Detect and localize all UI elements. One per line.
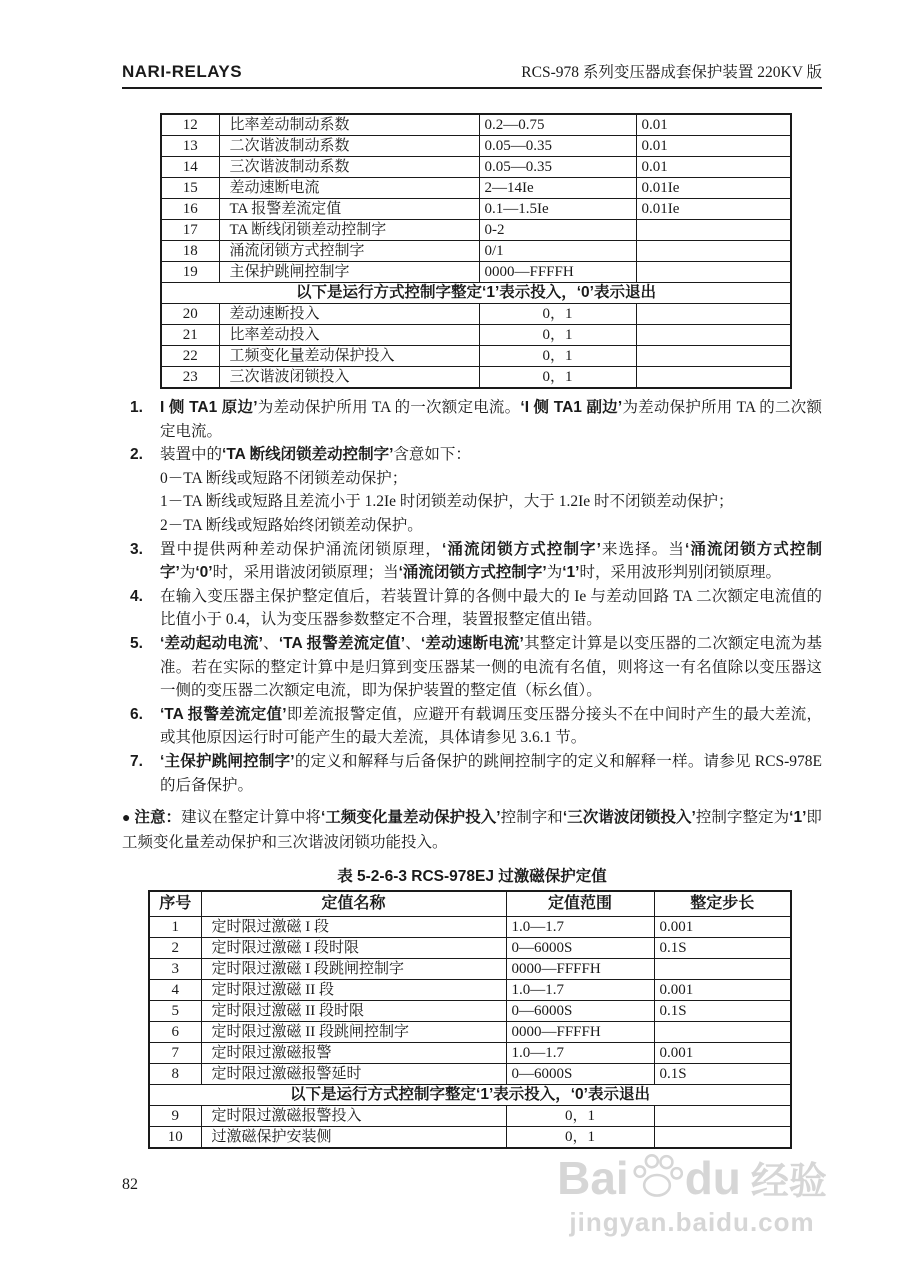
- table-merged-row: [161, 283, 791, 304]
- cell-setting-step: 0.1S: [654, 1001, 791, 1022]
- cell-setting-step: [636, 346, 791, 367]
- table-row: [149, 1043, 791, 1064]
- watermark-text-bai: Bai: [557, 1151, 629, 1204]
- emphasized-text: ‘差动速断电流’: [420, 634, 524, 652]
- emphasized-text: ‘涌流闭锁方式控制字’: [398, 564, 547, 582]
- cell-setting-range: 0—6000S: [506, 1064, 654, 1085]
- note-item: [122, 703, 822, 750]
- note-item: [122, 396, 822, 443]
- note-number: 2.: [130, 446, 143, 464]
- cell-setting-step: 0.01: [636, 157, 791, 178]
- column-header-range: 定值范围: [506, 891, 654, 917]
- body-text: 为: [179, 564, 196, 582]
- cell-index: 6: [149, 1022, 201, 1043]
- emphasized-text: ‘1’: [562, 564, 580, 582]
- note-number: 1.: [130, 399, 143, 416]
- merged-row-text: 以下是运行方式控制字整定‘1’表示投入，‘0’表示退出: [161, 283, 791, 304]
- note-sub-line: 0－TA 断线或短路不闭锁差动保护；: [160, 469, 408, 487]
- cell-setting-range: 0.1—1.5Ie: [479, 199, 636, 220]
- overexcitation-settings-table: [148, 890, 792, 1149]
- cell-setting-name: 涌流闭锁方式控制字: [219, 241, 479, 262]
- emphasized-text: I 侧 TA1 原边’: [160, 399, 258, 416]
- body-text: 控制字整定为: [695, 809, 790, 827]
- body-text: 在输入变压器主保护整定值后，若装置计算的各侧中最大的 Ie 与差动回路 TA 二次额定电流值的比值小于 0.4，认为变压器参数整定不合理，装置报整定值出错。: [160, 587, 822, 629]
- note-sub-line: 1－TA 断线或短路且差流小于 1.2Ie 时闭锁差动保护，大于 1.2Ie 时不闭锁差动保护；: [160, 493, 734, 511]
- cell-setting-step: [654, 1127, 791, 1149]
- cell-setting-range: 1.0—1.7: [506, 1043, 654, 1064]
- cell-setting-range: 0，1: [479, 325, 636, 346]
- emphasized-text: ‘TA 断线闭锁差动控制字’: [222, 446, 394, 464]
- cell-setting-step: 0.001: [654, 1043, 791, 1064]
- cell-setting-name: 二次谐波制动系数: [219, 136, 479, 157]
- table-row: [149, 980, 791, 1001]
- cell-setting-range: 0/1: [479, 241, 636, 262]
- note-sub-line: 2－TA 断线或短路始终闭锁差动保护。: [160, 516, 423, 534]
- cell-setting-range: 2—14Ie: [479, 178, 636, 199]
- cell-index: 1: [149, 917, 201, 938]
- cell-setting-name: 定时限过激磁 II 段: [201, 980, 506, 1001]
- merged-row-text: 以下是运行方式控制字整定‘1’表示投入，‘0’表示退出: [149, 1085, 791, 1106]
- emphasized-text: ‘工频变化量差动保护投入’: [320, 809, 501, 827]
- cell-setting-range: 0-2: [479, 220, 636, 241]
- watermark-logo: [532, 1150, 852, 1205]
- cell-setting-step: [654, 1106, 791, 1127]
- cell-setting-name: 定时限过激磁 II 段时限: [201, 1001, 506, 1022]
- body-text: 时，采用谐波闭锁原理；当: [212, 564, 399, 582]
- cell-setting-name: 比率差动投入: [219, 325, 479, 346]
- emphasized-text: ‘涌流闭锁方式控制字’: [160, 540, 822, 582]
- cell-setting-name: TA 报警差流定值: [219, 199, 479, 220]
- cell-setting-name: 定时限过激磁报警延时: [201, 1064, 506, 1085]
- body-text: 即工频变化量差动保护和三次谐波闭锁功能投入。: [122, 809, 822, 851]
- cell-index: 19: [161, 262, 219, 283]
- note-number: 7.: [130, 752, 143, 770]
- cell-index: 21: [161, 325, 219, 346]
- table-row: [161, 114, 791, 136]
- cell-index: 23: [161, 367, 219, 389]
- body-text: 、: [262, 634, 279, 652]
- note-item: [122, 750, 822, 797]
- cell-setting-name: 工频变化量差动保护投入: [219, 346, 479, 367]
- table-row: [149, 959, 791, 980]
- table-row: [149, 938, 791, 959]
- emphasized-text: ‘1’: [789, 809, 807, 827]
- paw-icon: [631, 1151, 683, 1204]
- cell-setting-step: [636, 241, 791, 262]
- bullet-icon: ●: [122, 811, 131, 827]
- table-caption: 表 5-2-6-3 RCS-978EJ 过激磁保护定值: [337, 868, 607, 886]
- cell-index: 22: [161, 346, 219, 367]
- cell-setting-range: 0.05—0.35: [479, 136, 636, 157]
- cell-setting-name: 三次谐波闭锁投入: [219, 367, 479, 389]
- cell-setting-step: 0.01: [636, 114, 791, 136]
- body-text: 含意如下：: [393, 446, 471, 464]
- body-text: 时，采用波形判别闭锁原理。: [579, 564, 781, 582]
- column-header-index: 序号: [149, 891, 201, 917]
- cell-setting-step: 0.1S: [654, 938, 791, 959]
- note-item: [122, 585, 822, 632]
- page-number: 82: [122, 1176, 138, 1193]
- cell-setting-range: 0.05—0.35: [479, 157, 636, 178]
- column-header-name: 定值名称: [201, 891, 506, 917]
- table-row: [161, 325, 791, 346]
- cell-setting-name: 三次谐波制动系数: [219, 157, 479, 178]
- watermark: [532, 1150, 852, 1238]
- body-text: 装置中的: [160, 446, 223, 464]
- cell-setting-range: 0，1: [479, 304, 636, 325]
- cell-setting-step: [636, 220, 791, 241]
- brand-logo-text: NARI-RELAYS: [122, 62, 243, 81]
- table-row: [161, 136, 791, 157]
- table-row: [161, 199, 791, 220]
- notice-text: [122, 809, 822, 851]
- emphasized-text: ‘I 侧 TA1 副边’: [520, 399, 623, 416]
- cell-setting-name: 定时限过激磁 I 段时限: [201, 938, 506, 959]
- table-row: [161, 157, 791, 178]
- cell-index: 15: [161, 178, 219, 199]
- cell-index: 4: [149, 980, 201, 1001]
- watermark-url: jingyan.baidu.com: [569, 1207, 815, 1237]
- cell-index: 5: [149, 1001, 201, 1022]
- cell-index: 14: [161, 157, 219, 178]
- table-row: [149, 1127, 791, 1149]
- cell-setting-step: [636, 262, 791, 283]
- cell-setting-range: 0—6000S: [506, 1001, 654, 1022]
- note-number: 4.: [130, 587, 143, 605]
- cell-index: 20: [161, 304, 219, 325]
- cell-index: 9: [149, 1106, 201, 1127]
- table-header-row: [149, 891, 791, 917]
- body-text: 控制字和: [500, 809, 563, 827]
- emphasized-text: ‘主保护跳闸控制字’: [160, 752, 295, 770]
- cell-setting-name: 主保护跳闸控制字: [219, 262, 479, 283]
- cell-setting-name: 差动速断电流: [219, 178, 479, 199]
- emphasized-text: ‘涌流闭锁方式控制字’: [441, 540, 601, 558]
- emphasized-text: 注意：: [134, 809, 182, 827]
- cell-setting-step: 0.01Ie: [636, 199, 791, 220]
- emphasized-text: ‘三次谐波闭锁投入’: [562, 809, 696, 827]
- cell-setting-range: 0—6000S: [506, 938, 654, 959]
- cell-index: 16: [161, 199, 219, 220]
- cell-setting-range: 0，1: [506, 1127, 654, 1149]
- body-text: 为差动保护所用 TA 的一次额定电流。: [257, 399, 521, 416]
- cell-setting-step: [636, 304, 791, 325]
- table-row: [149, 917, 791, 938]
- cell-setting-range: 0，1: [506, 1106, 654, 1127]
- cell-index: 18: [161, 241, 219, 262]
- cell-setting-range: 0000—FFFFH: [506, 959, 654, 980]
- cell-setting-name: 定时限过激磁 II 段跳闸控制字: [201, 1022, 506, 1043]
- notes-list: [122, 396, 822, 797]
- cell-index: 3: [149, 959, 201, 980]
- cell-setting-name: 定时限过激磁报警: [201, 1043, 506, 1064]
- cell-setting-step: 0.001: [654, 980, 791, 1001]
- cell-setting-step: 0.1S: [654, 1064, 791, 1085]
- note-number: 6.: [130, 705, 143, 723]
- watermark-text-du: du: [684, 1151, 741, 1204]
- note-number: 5.: [130, 634, 143, 652]
- body-text: 即差流报警定值，应避开有载调压变压器分接头不在中间时产生的最大差流，或其他原因运行时可能产生的最大差流，具体请参见 3.6.1 节。: [160, 705, 822, 747]
- emphasized-text: ‘差动起动电流’: [160, 634, 263, 652]
- cell-setting-step: 0.01Ie: [636, 178, 791, 199]
- table-row: [161, 178, 791, 199]
- body-text: 建议在整定计算中将: [181, 809, 321, 827]
- cell-index: 17: [161, 220, 219, 241]
- cell-setting-name: 定时限过激磁 I 段跳闸控制字: [201, 959, 506, 980]
- watermark-badge: 经验: [750, 1161, 827, 1203]
- note-number: 3.: [130, 540, 143, 558]
- body-text: 为: [546, 564, 563, 582]
- table-row: [161, 304, 791, 325]
- emphasized-text: ‘TA 报警差流定值’: [160, 705, 287, 723]
- table-row: [149, 1106, 791, 1127]
- table-row: [161, 367, 791, 389]
- cell-setting-step: [654, 1022, 791, 1043]
- body-text: 其整定计算是以变压器的二次额定电流为基准。若在实际的整定计算中是归算到变压器某一侧的电流有名值，则将这一有名值除以变压器这一侧的变压器二次额定电流，即为保护装置的整定值（标幺值）。: [160, 634, 822, 700]
- cell-index: 7: [149, 1043, 201, 1064]
- body-text: 为差动保护所用 TA 的二次额定电流。: [160, 399, 822, 440]
- document-title: RCS-978 系列变压器成套保护装置 220KV 版: [521, 64, 822, 81]
- emphasized-text: ‘0’: [195, 564, 213, 582]
- table-row: [149, 1064, 791, 1085]
- table-row: [149, 1022, 791, 1043]
- page-header: [122, 60, 822, 89]
- cell-setting-name: 比率差动制动系数: [219, 114, 479, 136]
- cell-setting-range: 0000—FFFFH: [506, 1022, 654, 1043]
- cell-index: 12: [161, 114, 219, 136]
- cell-setting-step: [636, 325, 791, 346]
- cell-index: 2: [149, 938, 201, 959]
- cell-setting-range: 0，1: [479, 367, 636, 389]
- table-row: [149, 1001, 791, 1022]
- cell-setting-step: 0.01: [636, 136, 791, 157]
- cell-index: 10: [149, 1127, 201, 1149]
- table-row: [161, 346, 791, 367]
- body-text: 来选择。当: [600, 540, 685, 558]
- notice-paragraph: [122, 806, 822, 854]
- column-header-step: 整定步长: [654, 891, 791, 917]
- cell-setting-step: 0.001: [654, 917, 791, 938]
- cell-setting-name: TA 断线闭锁差动控制字: [219, 220, 479, 241]
- note-item: [122, 538, 822, 585]
- note-item: [122, 632, 822, 703]
- cell-setting-name: 差动速断投入: [219, 304, 479, 325]
- cell-setting-step: [636, 367, 791, 389]
- cell-setting-step: [654, 959, 791, 980]
- cell-setting-name: 定时限过激磁 I 段: [201, 917, 506, 938]
- cell-setting-range: 0，1: [479, 346, 636, 367]
- table-merged-row: [149, 1085, 791, 1106]
- table-row: [161, 220, 791, 241]
- cell-setting-range: 1.0—1.7: [506, 980, 654, 1001]
- body-text: 置中提供两种差动保护涌流闭锁原理，: [160, 540, 442, 558]
- cell-setting-name: 定时限过激磁报警投入: [201, 1106, 506, 1127]
- emphasized-text: ‘TA 报警差流定值’: [278, 634, 406, 652]
- cell-setting-range: 1.0—1.7: [506, 917, 654, 938]
- table-row: [161, 241, 791, 262]
- body-text: 的定义和解释与后备保护的跳闸控制字的定义和解释一样。请参见 RCS-978E 的后备保护。: [160, 752, 822, 794]
- cell-index: 13: [161, 136, 219, 157]
- cell-setting-name: 过激磁保护安装侧: [201, 1127, 506, 1149]
- cell-setting-range: 0.2—0.75: [479, 114, 636, 136]
- body-text: 、: [405, 634, 421, 652]
- settings-table-continued: [160, 113, 792, 389]
- cell-index: 8: [149, 1064, 201, 1085]
- table-row: [161, 262, 791, 283]
- cell-setting-range: 0000—FFFFH: [479, 262, 636, 283]
- note-item: [122, 443, 822, 537]
